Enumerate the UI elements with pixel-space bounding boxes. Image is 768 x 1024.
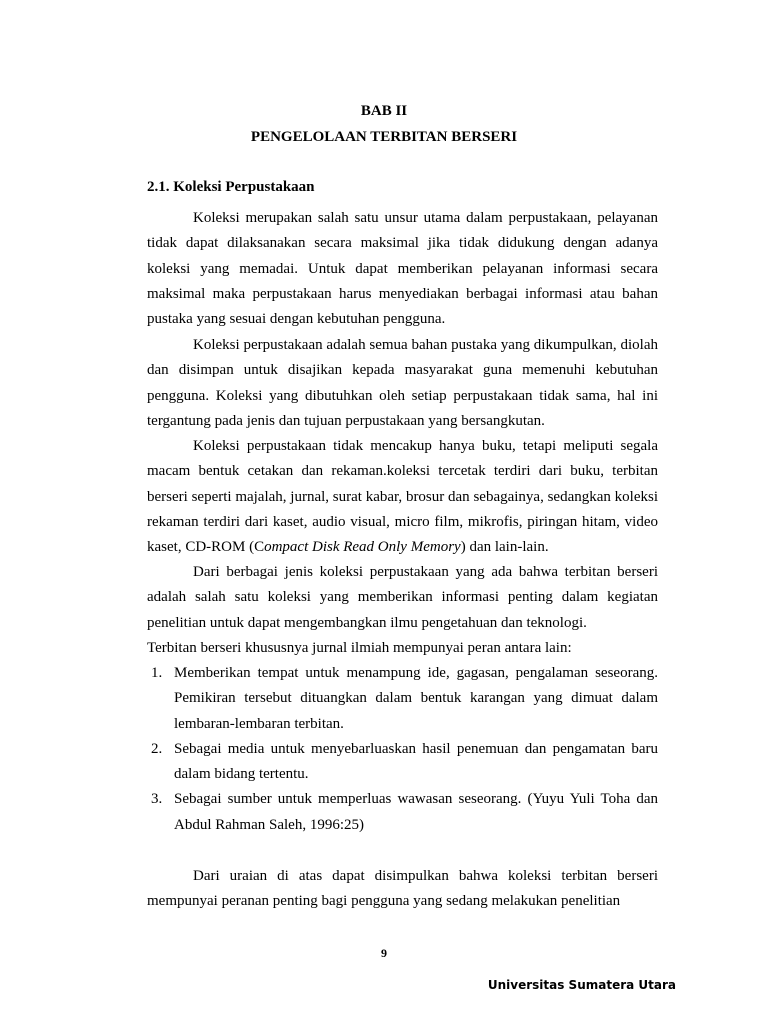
university-footer: Universitas Sumatera Utara: [487, 978, 676, 992]
list-item: [147, 661, 658, 737]
list-item: [147, 737, 658, 788]
paragraph-3-text-end: ) dan lain-lain.: [460, 539, 549, 556]
paragraph-3: [147, 434, 658, 560]
paragraph-4: Dari berbagai jenis koleksi perpustakaan yang ada bahwa terbitan berseri adalah salah satu koleksi yang memberikan informasi penting dalam kegiatan penelitian untuk dapat mengembangkan ilmu pengetahuan dan teknologi.: [147, 564, 658, 631]
chapter-label: BAB II: [360, 103, 408, 119]
list-item-text: Memberikan tempat untuk menampung ide, gagasan, pengalaman seseorang. Pemikiran tersebut dituangkan dalam bentuk karangan yang dimuat dalam lembaran-lembaran terbitan.: [174, 665, 658, 732]
paragraph-1: Koleksi merupakan salah satu unsur utama dalam perpustakaan, pelayanan tidak dapat dilaksanakan secara maksimal jika tidak didukung dengan adanya koleksi yang memadai. Untuk dapat memberikan pelayanan informasi secara maksimal maka perpustakaan harus menyediakan berbagai informasi atau bahan pustaka yang sesuai dengan kebutuhan pengguna.: [147, 210, 658, 328]
list-item-text: Sebagai media untuk menyebarluaskan hasil penemuan dan pengamatan baru dalam bidang tertentu.: [174, 740, 658, 783]
list-item-number: 1.: [151, 665, 163, 681]
paragraph-3-text-start: Koleksi perpustakaan tidak mencakup hanya buku, tetapi meliputi segala macam bentuk cetakan dan rekaman.koleksi tercetak terdiri dari buku, terbitan berseri seperti majalah, jurnal, surat kabar, brosur dan sebagainya, sedangkan koleksi rekaman terdiri dari kaset, audio visual, micro film, mikrofis, piringan hitam, video kaset, CD-ROM (C: [147, 438, 658, 556]
roles-list: [147, 661, 658, 838]
list-item-number: 3.: [151, 791, 163, 808]
list-item-text: Sebagai sumber untuk memperluas wawasan seseorang. (Yuyu Yuli Toha dan Abdul Rahman Saleh, 1996:25): [174, 791, 658, 833]
paragraph-2: Koleksi perpustakaan adalah semua bahan pustaka yang dikumpulkan, diolah dan disimpan untuk disajikan kepada masyarakat guna memenuhi kebutuhan pengguna. Koleksi yang dibutuhkan oleh setiap perpustakaan tidak sama, hal ini tergantung pada jenis dan tujuan perpustakaan yang bersangkutan.: [147, 337, 658, 429]
page-number: 9: [381, 946, 387, 960]
paragraph-6: Dari uraian di atas dapat disimpulkan bahwa koleksi terbitan berseri mempunyai peranan penting bagi pengguna yang sedang melakukan penelitian: [147, 868, 658, 910]
list-item-number: 2.: [151, 740, 163, 757]
list-item: [147, 787, 658, 838]
chapter-title: PENGELOLAAN TERBITAN BERSERI: [250, 129, 518, 145]
paragraph-3-italic-term: ompact Disk Read Only Memory: [264, 539, 461, 556]
paragraph-5: Terbitan berseri khususnya jurnal ilmiah mempunyai peran antara lain:: [147, 640, 572, 656]
section-heading: 2.1. Koleksi Perpustakaan: [147, 179, 315, 195]
